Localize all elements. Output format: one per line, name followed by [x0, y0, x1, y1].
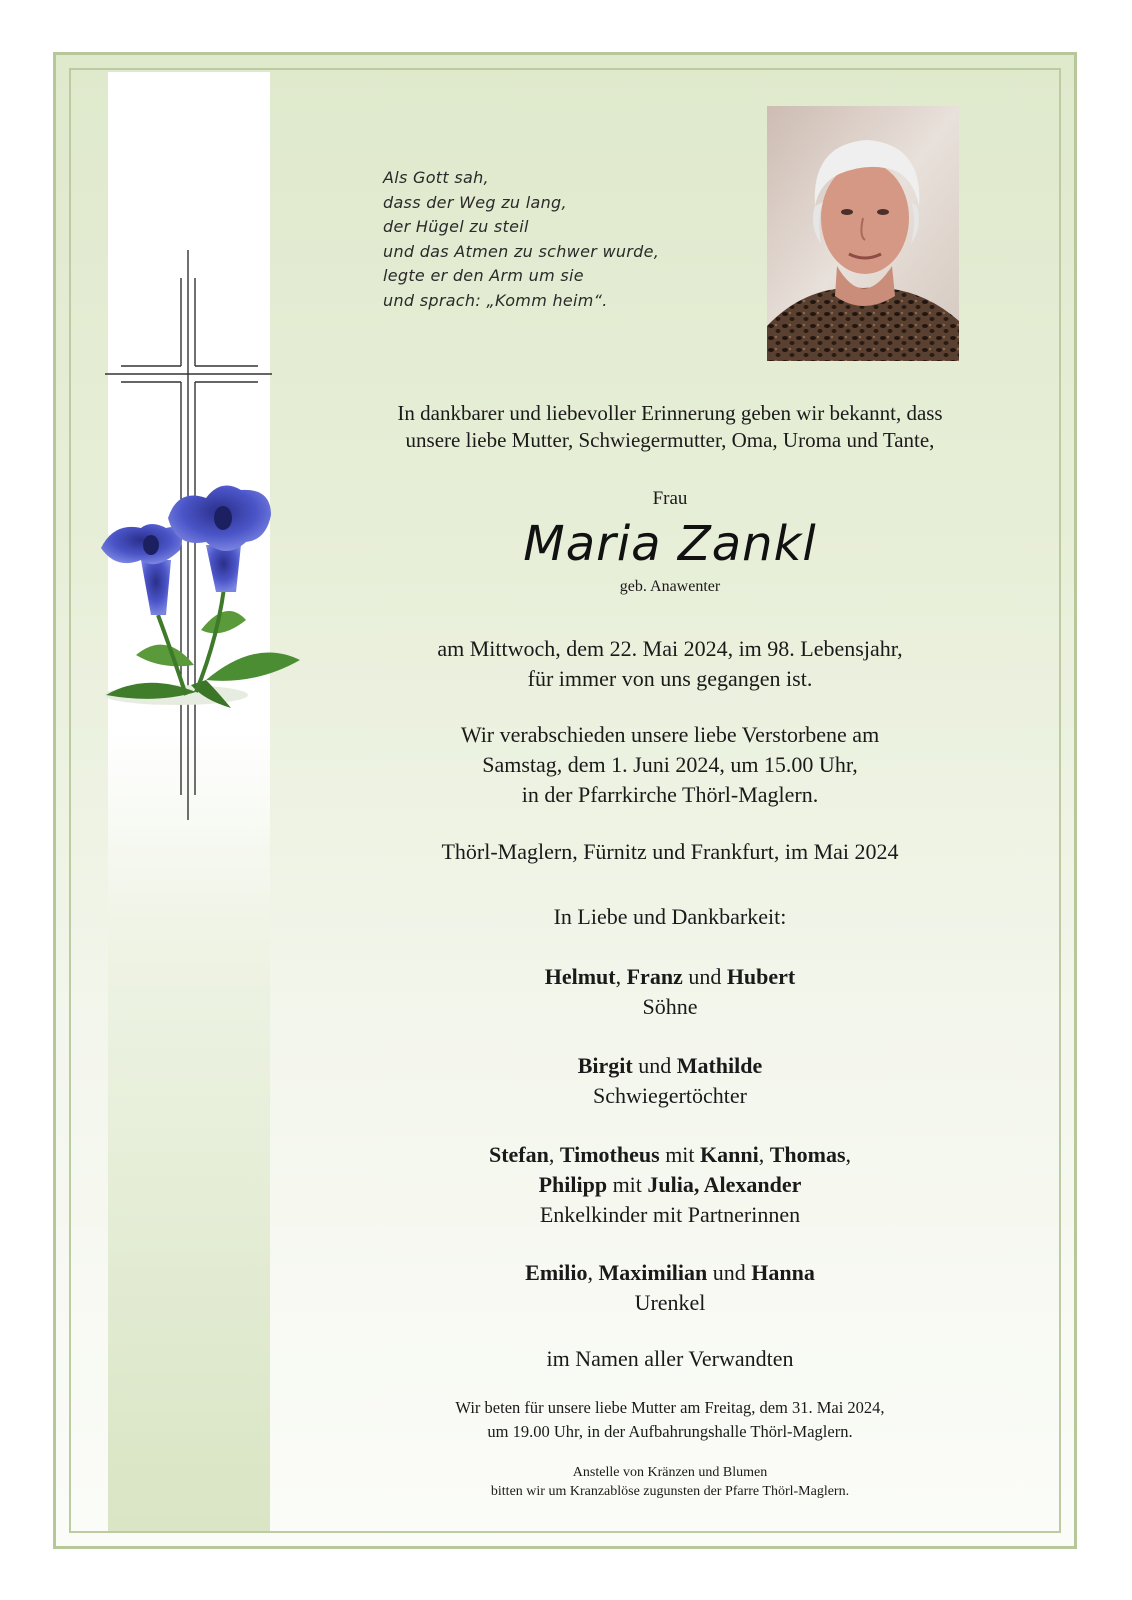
- poem-line: der Hügel zu steil: [383, 217, 529, 236]
- great-grandchildren-role: Urenkel: [634, 1290, 706, 1315]
- family-sons: [300, 962, 1040, 1022]
- intro-text: [300, 400, 1040, 454]
- mourning-intro: In Liebe und Dankbarkeit:: [553, 904, 787, 929]
- family-grandchildren: [300, 1140, 1040, 1230]
- prayer-line: um 19.00 Uhr, in der Aufbahrungshalle Thörl-Maglern.: [487, 1422, 853, 1441]
- grandchildren-names-line2: Philipp mit Julia, Alexander: [538, 1172, 802, 1197]
- sons-names: Helmut, Franz und Hubert: [544, 964, 796, 989]
- intro-line: unsere liebe Mutter, Schwiegermutter, Oma, Uroma und Tante,: [405, 428, 935, 452]
- farewell-line: in der Pfarrkirche Thörl-Maglern.: [521, 782, 819, 807]
- family-daughters-in-law: [300, 1051, 1040, 1111]
- place-date: Thörl-Maglern, Fürnitz und Frankfurt, im Mai 2024: [441, 839, 899, 864]
- gentian-flower-icon: [96, 480, 306, 725]
- death-line: für immer von uns gegangen ist.: [527, 666, 813, 691]
- grandchildren-role: Enkelkinder mit Partnerinnen: [539, 1202, 801, 1227]
- poem: [383, 166, 659, 313]
- poem-line: und das Atmen zu schwer wurde,: [383, 241, 660, 261]
- wreath-note: [300, 1463, 1040, 1501]
- daughters-role: Schwiegertöchter: [593, 1083, 747, 1108]
- prayer-line: Wir beten für unsere liebe Mutter am Freitag, dem 31. Mai 2024,: [455, 1398, 885, 1417]
- death-notice: [300, 634, 1040, 694]
- poem-line: legte er den Arm um sie: [383, 266, 584, 285]
- daughters-names: Birgit und Mathilde: [577, 1053, 763, 1078]
- farewell-line: Samstag, dem 1. Juni 2024, um 15.00 Uhr,: [482, 752, 858, 777]
- farewell-line: Wir verabschieden unsere liebe Verstorbene am: [460, 722, 880, 747]
- grandchildren-names-line1: Stefan, Timotheus mit Kanni, Thomas,: [488, 1142, 852, 1167]
- on-behalf-text: im Namen aller Verwandten: [546, 1346, 794, 1371]
- death-line: am Mittwoch, dem 22. Mai 2024, im 98. Lebensjahr,: [437, 636, 903, 661]
- poem-line: dass der Weg zu lang,: [383, 192, 567, 212]
- poem-line: Als Gott sah,: [383, 168, 489, 187]
- sons-role: Söhne: [642, 994, 698, 1019]
- wreath-line: Anstelle von Kränzen und Blumen: [572, 1465, 768, 1480]
- wreath-line: bitten wir um Kranzablöse zugunsten der Pfarre Thörl-Maglern.: [490, 1484, 850, 1499]
- salutation: Frau: [652, 488, 688, 509]
- great-grandchildren-names: Emilio, Maximilian und Hanna: [525, 1260, 815, 1285]
- poem-line: und sprach: „Komm heim“.: [383, 290, 608, 310]
- prayer-info: [300, 1396, 1040, 1444]
- family-great-grandchildren: [300, 1258, 1040, 1318]
- intro-line: In dankbarer und liebevoller Erinnerung geben wir bekannt, dass: [397, 401, 943, 425]
- birth-name: geb. Anawenter: [619, 578, 721, 595]
- portrait-photo: [767, 106, 959, 361]
- farewell-info: [300, 720, 1040, 810]
- deceased-name: Maria Zankl: [523, 516, 817, 572]
